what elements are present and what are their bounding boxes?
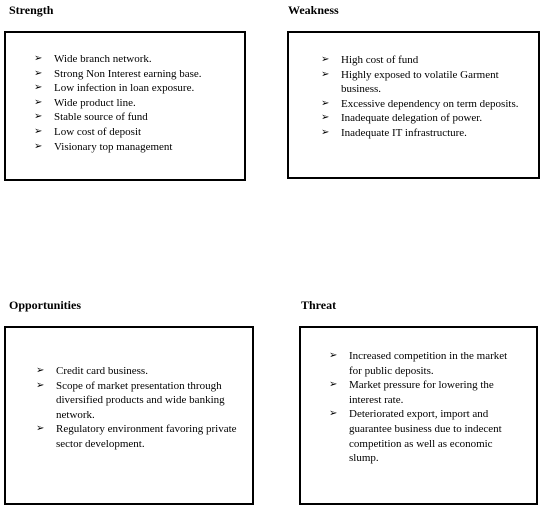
- list-item-text: Highly exposed to volatile Garment business.: [341, 68, 499, 96]
- arrowhead-bullet-icon: ➢: [321, 126, 330, 138]
- arrowhead-bullet-icon: ➢: [321, 68, 330, 80]
- list-item-text: Visionary top management: [54, 140, 173, 153]
- list-item: [34, 52, 236, 67]
- arrowhead-bullet-icon: ➢: [321, 112, 330, 124]
- list-item: [321, 126, 528, 141]
- list-item: [321, 111, 528, 126]
- arrowhead-bullet-icon: ➢: [34, 53, 43, 64]
- weakness-heading: Weakness: [288, 3, 339, 17]
- list-item-text: Wide branch network.: [54, 53, 152, 65]
- arrowhead-bullet-icon: ➢: [329, 408, 338, 420]
- list-item-text: Regulatory environment favoring private sector development.: [56, 423, 237, 450]
- list-item: [34, 140, 236, 155]
- list-item-text: Low cost of deposit: [54, 125, 142, 138]
- list-item: [329, 349, 518, 378]
- list-item-text: Scope of market presentation through diversified products and wide banking network.: [56, 379, 225, 421]
- list-item: [321, 53, 528, 68]
- arrowhead-bullet-icon: ➢: [34, 125, 43, 137]
- arrowhead-bullet-icon: ➢: [329, 379, 338, 391]
- strength-list: [34, 52, 236, 154]
- list-item-text: Credit card business.: [56, 365, 148, 377]
- list-item: [321, 97, 528, 112]
- list-item: [329, 407, 518, 465]
- weakness-box: [287, 31, 540, 179]
- arrowhead-bullet-icon: ➢: [34, 67, 43, 79]
- list-item: [34, 67, 236, 82]
- list-item-text: Excessive dependency on term deposits.: [341, 97, 519, 110]
- arrowhead-bullet-icon: ➢: [34, 140, 43, 152]
- list-item: [34, 81, 236, 96]
- opportunities-box: [4, 326, 254, 505]
- list-item-text: Strong Non Interest earning base.: [54, 67, 202, 80]
- arrowhead-bullet-icon: ➢: [34, 111, 43, 123]
- opportunities-heading: Opportunities: [9, 298, 82, 312]
- list-item-text: Increased competition in the market for public deposits.: [349, 350, 508, 377]
- arrowhead-bullet-icon: ➢: [34, 82, 43, 94]
- list-item: [36, 422, 247, 451]
- list-item: [34, 110, 236, 125]
- list-item-text: Market pressure for lowering the interest rate.: [349, 379, 494, 406]
- list-item-text: Inadequate IT infrastructure.: [341, 126, 467, 139]
- arrowhead-bullet-icon: ➢: [36, 423, 45, 435]
- threat-list: [329, 349, 518, 466]
- list-item-text: High cost of fund: [341, 54, 419, 66]
- list-item-text: Wide product line.: [54, 96, 136, 109]
- arrowhead-bullet-icon: ➢: [36, 379, 45, 391]
- list-item: [34, 96, 236, 111]
- list-item-text: Stable source of fund: [54, 111, 148, 124]
- threat-box: [299, 326, 538, 505]
- arrowhead-bullet-icon: ➢: [321, 97, 330, 109]
- list-item: [36, 364, 247, 379]
- list-item-text: Inadequate delegation of power.: [341, 112, 483, 125]
- arrowhead-bullet-icon: ➢: [329, 350, 338, 361]
- strength-heading: Strength: [9, 3, 54, 17]
- arrowhead-bullet-icon: ➢: [34, 96, 43, 108]
- list-item: [36, 379, 247, 423]
- list-item: [329, 378, 518, 407]
- opportunities-list: [36, 364, 247, 452]
- list-item: [321, 68, 528, 97]
- weakness-list: [321, 53, 528, 141]
- list-item: [34, 125, 236, 140]
- list-item-text: Low infection in loan exposure.: [54, 82, 195, 95]
- strength-box: [4, 31, 246, 181]
- arrowhead-bullet-icon: ➢: [321, 54, 330, 65]
- list-item-text: Deteriorated export, import and guarantee business due to indecent competition as well as economic slump.: [349, 408, 502, 465]
- arrowhead-bullet-icon: ➢: [36, 365, 45, 376]
- threat-heading: Threat: [301, 298, 337, 312]
